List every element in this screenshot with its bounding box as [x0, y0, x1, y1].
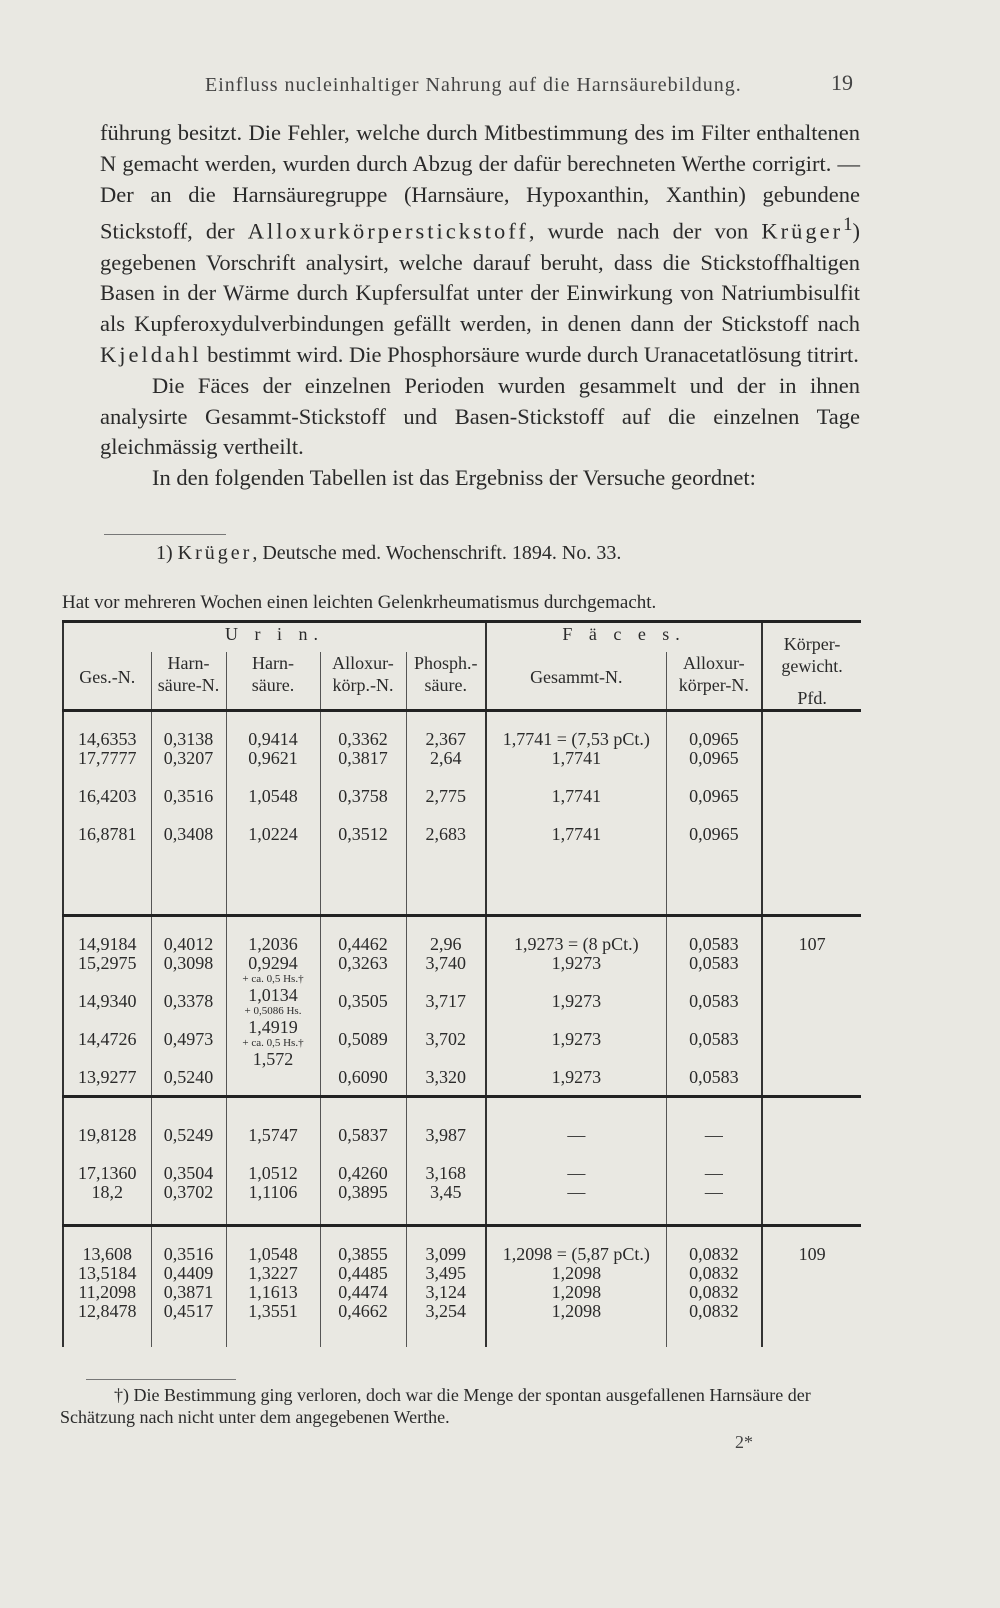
table-block-4 [63, 1226, 861, 1348]
paragraph-2: Die Fäces der einzelnen Perioden wurden gesammelt und der in ihnen analysirte Gesammt-Stickstoff und Basen-Stickstoff auf die einzelnen Tage gleichmässig vertheilt. [100, 372, 860, 460]
paragraph-1-part-c: ) gegebenen Vorschrift analysirt, welche darauf beruht, dass die Stickstoffhaltigen Basen in der Wärme durch Kupfersulfat unter der Einwirkung von Natriumbisulfit als Kupferoxydulverbindungen gefällt werden, in denen dann der Stickstoff nach [100, 218, 860, 337]
paragraph-1-part-a: führung besitzt. Die Fehler, welche durch Mitbestimmung des im Filter enthaltenen N gemacht werden, wurden durch Abzug der dafür berechneten Werthe corrigirt. — Der an die Harnsäuregruppe (Harnsäure, Hypoxanthin, Xanthin) gebundene Stickstoff, der [100, 120, 860, 244]
block-2-hs-note-3: + ca. 0,5 Hs.† [242, 1037, 304, 1049]
block-3-hs: 1,5747 1,0512 1,1106 [226, 1097, 320, 1226]
spaced-term: Alloxurkörperstickstoff [247, 218, 529, 244]
signature-mark: 2* [735, 1432, 753, 1452]
paragraph-3: In den folgenden Tabellen ist das Ergebniss der Versuche geordnet: [152, 465, 756, 491]
col-alloxur-faeces: Alloxur- körper-N. [666, 652, 762, 711]
paragraph-1-part-b: , wurde nach der von [528, 218, 762, 244]
block-2-hs-note-2: + 0,5086 Hs. [244, 1005, 302, 1017]
block-2-hs-value-3: 1,0134 [248, 985, 298, 1005]
results-table [62, 620, 861, 1347]
footnote [156, 542, 621, 565]
col-phosph: Phosph.- säure. [406, 652, 486, 711]
footnote-divider [104, 534, 226, 535]
block-4-alloxur: 0,3855 0,4485 0,4474 0,4662 [320, 1226, 406, 1348]
block-3-phosph: 3,987 3,168 3,45 [406, 1097, 486, 1226]
col-harnsaeure: Harn- säure. [226, 652, 320, 711]
block-2-ges-n: 14,9184 15,2975 14,9340 14,4726 13,9277 [63, 916, 151, 1097]
col-ges-n: Ges.-N. [63, 652, 151, 711]
block-2-faeces-gesammt: 1,9273 = (8 pCt.) 1,9273 1,9273 1,9273 1,9273 [486, 916, 666, 1097]
block-2-faeces-alloxur: 0,0583 0,0583 0,0583 0,0583 0,0583 [666, 916, 762, 1097]
dagger-footnote: †) Die Bestimmung ging verloren, doch war die Menge der spontan ausgefallenen Harnsäure der Schätzung nach nicht unter dem angegebenen Werthe. [60, 1385, 811, 1427]
table-block-1 [63, 711, 861, 916]
block-1-hs: 0,9414 0,9621 1,0548 1,0224 [226, 711, 320, 916]
body-text [100, 118, 860, 494]
block-2-hs [226, 916, 320, 1097]
block-3-faeces-alloxur: — — — [666, 1097, 762, 1226]
koerpergewicht-header [762, 622, 861, 711]
block-2-hs-note-1: + ca. 0,5 Hs.† [242, 973, 304, 985]
block-2-hs-n: 0,4012 0,3098 0,3378 0,4973 0,5240 [151, 916, 226, 1097]
block-1-ges-n: 14,6353 17,7777 16,4203 16,8781 [63, 711, 151, 916]
block-2-hs-value-4: 1,4919 [248, 1017, 298, 1037]
block-4-hs: 1,0548 1,3227 1,1613 1,3551 [226, 1226, 320, 1348]
block-2-hs-value-2: 0,9294 [248, 953, 298, 973]
block-3-hs-n: 0,5249 0,3504 0,3702 [151, 1097, 226, 1226]
bottom-footnote-divider [86, 1379, 236, 1380]
author-name-2: Kjeldahl [100, 342, 202, 368]
koerpergewicht-label: Körper- gewicht. [781, 634, 843, 676]
block-4-phosph: 3,099 3,495 3,124 3,254 [406, 1226, 486, 1348]
block-2-phosph: 2,96 3,740 3,717 3,702 3,320 [406, 916, 486, 1097]
block-3-koerpergewicht [762, 1097, 861, 1226]
table-block-3 [63, 1097, 861, 1226]
block-4-ges-n: 13,608 13,5184 11,2098 12,8478 [63, 1226, 151, 1348]
block-1-hs-n: 0,3138 0,3207 0,3516 0,3408 [151, 711, 226, 916]
block-3-faeces-gesammt: — — — [486, 1097, 666, 1226]
block-3-alloxur: 0,5837 0,4260 0,3895 [320, 1097, 406, 1226]
block-1-phosph: 2,367 2,64 2,775 2,683 [406, 711, 486, 916]
running-title: Einfluss nucleinhaltiger Nahrung auf die Harnsäurebildung. [205, 74, 742, 96]
table-block-2 [63, 916, 861, 1097]
col-harnsaeure-n: Harn- säure-N. [151, 652, 226, 711]
block-4-hs-n: 0,3516 0,4409 0,3871 0,4517 [151, 1226, 226, 1348]
paragraph-1-part-d: bestimmt wird. Die Phosphorsäure wurde durch Uranacetatlösung titrirt. [201, 342, 859, 368]
page-header [205, 70, 855, 104]
block-2-alloxur: 0,4462 0,3263 0,3505 0,5089 0,6090 [320, 916, 406, 1097]
table-header-row [63, 652, 861, 711]
block-4-koerpergewicht: 109 [762, 1226, 861, 1348]
table-caption: Hat vor mehreren Wochen einen leichten Gelenkrheumatismus durchgemacht. [62, 592, 657, 613]
block-4-faeces-alloxur: 0,0832 0,0832 0,0832 0,0832 [666, 1226, 762, 1348]
block-2-hs-value-5: 1,572 [252, 1049, 294, 1069]
page-number: 19 [831, 70, 853, 95]
block-2-koerpergewicht: 107 [762, 916, 861, 1097]
col-gesammt-n: Gesammt-N. [486, 652, 666, 711]
block-3-ges-n: 19,8128 17,1360 18,2 [63, 1097, 151, 1226]
table-header-group-row [63, 622, 861, 652]
block-1-faeces-alloxur: 0,0965 0,0965 0,0965 0,0965 [666, 711, 762, 916]
block-1-koerpergewicht [762, 711, 861, 916]
footnote-text: , Deutsche med. Wochenschrift. 1894. No. 33. [252, 542, 622, 564]
urin-group-header: U r i n. [63, 622, 486, 652]
footnote-author: Krüger [177, 542, 253, 564]
author-name: Krüger [761, 218, 844, 244]
paragraph-1 [100, 118, 860, 371]
block-1-alloxur: 0,3362 0,3817 0,3758 0,3512 [320, 711, 406, 916]
pfd-label: Pfd. [797, 688, 827, 708]
block-2-hs-value-1: 1,2036 [248, 934, 298, 954]
block-4-faeces-gesammt: 1,2098 = (5,87 pCt.) 1,2098 1,2098 1,2098 [486, 1226, 666, 1348]
col-alloxur: Alloxur- körp.-N. [320, 652, 406, 711]
footnote-marker: 1) [156, 542, 178, 564]
faeces-group-header: F ä c e s. [486, 622, 762, 652]
footnote-ref: 1 [843, 214, 853, 236]
block-1-faeces-gesammt: 1,7741 = (7,53 pCt.) 1,7741 1,7741 1,7741 [486, 711, 666, 916]
